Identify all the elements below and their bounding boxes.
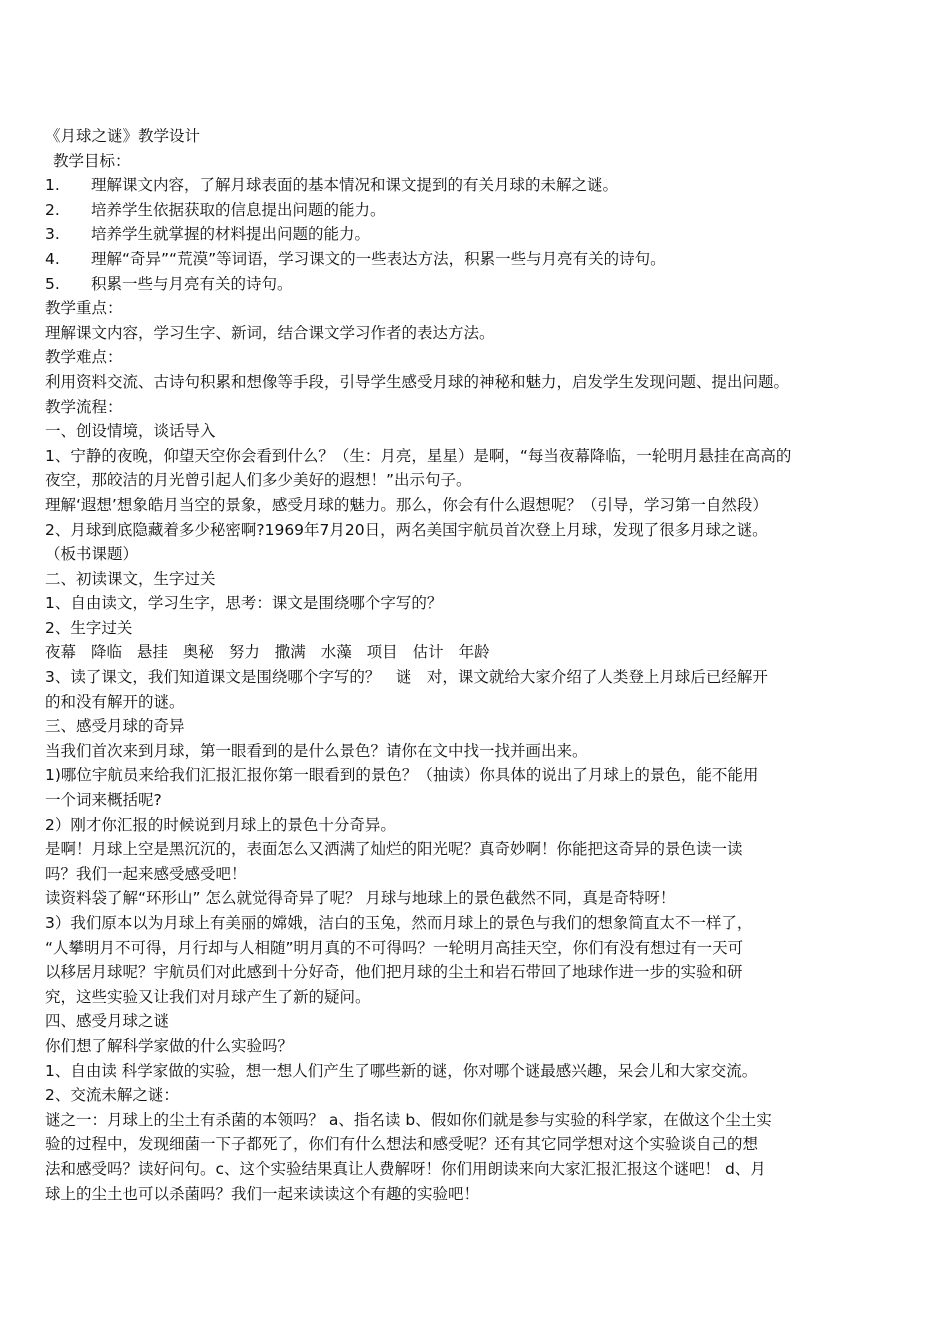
vocab-word: 年龄 <box>458 643 490 662</box>
objective-number: 5. <box>45 274 60 293</box>
paragraph-line: 以移居月球呢？宇航员们对此感到十分好奇，他们把月球的尘土和岩石带回了地球作进一步的实验和研 <box>45 963 743 982</box>
paragraph-line: 谜之一：月球上的尘土有杀菌的本领吗？ a、指名读 b、假如你们就是参与实验的科学家，在做这个尘土实 <box>45 1110 772 1129</box>
section-heading: 四、感受月球之谜 <box>45 1012 170 1031</box>
paragraph-line: 1、自由读 科学家做的实验，想一想人们产生了哪些新的谜，你对哪个谜最感兴趣，呆会儿和大家交流。 <box>45 1061 758 1080</box>
vocab-word: 水藻 <box>320 643 352 662</box>
vocab-word: 项目 <box>366 643 398 662</box>
paragraph-line: 1、自由读文，学习生字，思考：课文是围绕哪个字写的？ <box>45 594 443 613</box>
paragraph-line: 验的过程中，发现细菌一下子都死了，你们有什么想法和感受呢？还有其它同学想对这个实验谈自己的想 <box>45 1135 759 1154</box>
vocab-word: 估计 <box>412 643 444 662</box>
paragraph-line: （板书课题） <box>45 545 139 564</box>
objective-item <box>45 272 915 297</box>
paragraph-line: 读资料袋了解“环形山” 怎么就觉得奇异了呢？ 月球与地球上的景色截然不同，真是奇特呀！ <box>45 889 676 908</box>
section-heading: 一、创设情境，谈话导入 <box>45 422 216 441</box>
objective-text: 积累一些与月亮有关的诗句。 <box>91 274 293 293</box>
paragraph-line: 当我们首次来到月球，第一眼看到的是什么景色？请你在文中找一找并画出来。 <box>45 741 588 760</box>
objective-item <box>45 222 915 247</box>
paragraph-line: 2）刚才你汇报的时候说到月球上的景色十分奇异。 <box>45 815 396 834</box>
vocab-word: 努力 <box>228 643 260 662</box>
paragraph-line: 夜空，那皎洁的月光曾引起人们多少美好的遐想！”出示句子。 <box>45 471 472 490</box>
objective-number: 3. <box>45 225 60 244</box>
objective-number: 1. <box>45 176 60 195</box>
paragraph-line: 吗？我们一起来感受感受吧！ <box>45 864 247 883</box>
document-page <box>45 124 915 1206</box>
paragraph-line: 3、读了课文，我们知道课文是围绕哪个字写的？ 谜 对，课文就给大家介绍了人类登上月球后已经解开 <box>45 668 768 687</box>
objective-text: 理解“奇异”“荒漠”等词语，学习课文的一些表达方法，积累一些与月亮有关的诗句。 <box>91 249 666 268</box>
paragraph-line: 球上的尘土也可以杀菌吗？我们一起来读读这个有趣的实验吧！ <box>45 1184 480 1203</box>
objective-text: 理解课文内容，了解月球表面的基本情况和课文提到的有关月球的未解之谜。 <box>91 176 619 195</box>
objective-number: 2. <box>45 200 60 219</box>
paragraph-line: 究，这些实验又让我们对月球产生了新的疑问。 <box>45 987 371 1006</box>
paragraph-line: 2、生字过关 <box>45 618 133 637</box>
vocab-list <box>45 640 915 665</box>
objective-item <box>45 173 915 198</box>
flow-heading: 教学流程： <box>45 397 123 416</box>
paragraph-line: 1)哪位宇航员来给我们汇报汇报你第一眼看到的景色？（抽读）你具体的说出了月球上的景色，能不能用 <box>45 766 759 785</box>
paragraph-line: 1、宁静的夜晚，仰望天空你会看到什么？（生：月亮，星星）是啊，“每当夜幕降临，一轮明月悬挂在高高的 <box>45 446 792 465</box>
paragraph-line: “人攀明月不可得，月行却与人相随”明月真的不可得吗？一轮明月高挂天空，你们有没有想过有一天可 <box>45 938 744 957</box>
paragraph-line: 是啊！月球上空是黑沉沉的，表面怎么又洒满了灿烂的阳光呢？真奇妙啊！你能把这奇异的景色读一读 <box>45 840 743 859</box>
vocab-word: 降临 <box>90 643 122 662</box>
objective-text: 培养学生就掌握的材料提出问题的能力。 <box>91 225 371 244</box>
paragraph-line: 一个词来概括呢? <box>45 791 162 810</box>
difficulty-heading: 教学难点： <box>45 348 123 367</box>
objective-item <box>45 247 915 272</box>
paragraph-line: 你们想了解科学家做的什么实验吗？ <box>45 1036 294 1055</box>
paragraph-line: 3）我们原本以为月球上有美丽的嫦娥，洁白的玉兔，然而月球上的景色与我们的想象简直太不一样了， <box>45 914 753 932</box>
paragraph-line: 理解‘遐想’想象皓月当空的景象，感受月球的魅力。那么，你会有什么遐想呢？（引导，学习第一自然段） <box>45 495 768 514</box>
difficulty-text: 利用资料交流、古诗句积累和想像等手段，引导学生感受月球的神秘和魅力，启发学生发现问题、提出问题。 <box>45 372 790 391</box>
section-heading: 三、感受月球的奇异 <box>45 717 185 736</box>
paragraph-line: 的和没有解开的谜。 <box>45 692 185 711</box>
document-title: 《月球之谜》教学设计 <box>45 127 201 145</box>
objective-number: 4. <box>45 249 60 268</box>
key-heading: 教学重点： <box>45 299 123 318</box>
vocab-word: 夜幕 <box>45 643 77 662</box>
key-text: 理解课文内容，学习生字、新词，结合课文学习作者的表达方法。 <box>45 323 495 342</box>
vocab-word: 奥秘 <box>182 643 214 662</box>
vocab-word: 撒满 <box>274 643 306 662</box>
paragraph-line: 2、交流未解之谜： <box>45 1086 179 1105</box>
paragraph-line: 法和感受吗？读好问句。c、这个实验结果真让人费解呀！你们用朗读来向大家汇报汇报这个谜吧！ d、月 <box>45 1159 766 1178</box>
objective-item <box>45 198 915 223</box>
section-heading: 二、初读课文，生字过关 <box>45 569 216 588</box>
objective-text: 培养学生依据获取的信息提出问题的能力。 <box>91 200 386 219</box>
paragraph-line: 2、月球到底隐藏着多少秘密啊?1969年7月20日，两名美国宇航员首次登上月球，发现了很多月球之谜。 <box>45 520 768 539</box>
objectives-heading: 教学目标： <box>53 151 131 170</box>
vocab-word: 悬挂 <box>136 643 168 662</box>
